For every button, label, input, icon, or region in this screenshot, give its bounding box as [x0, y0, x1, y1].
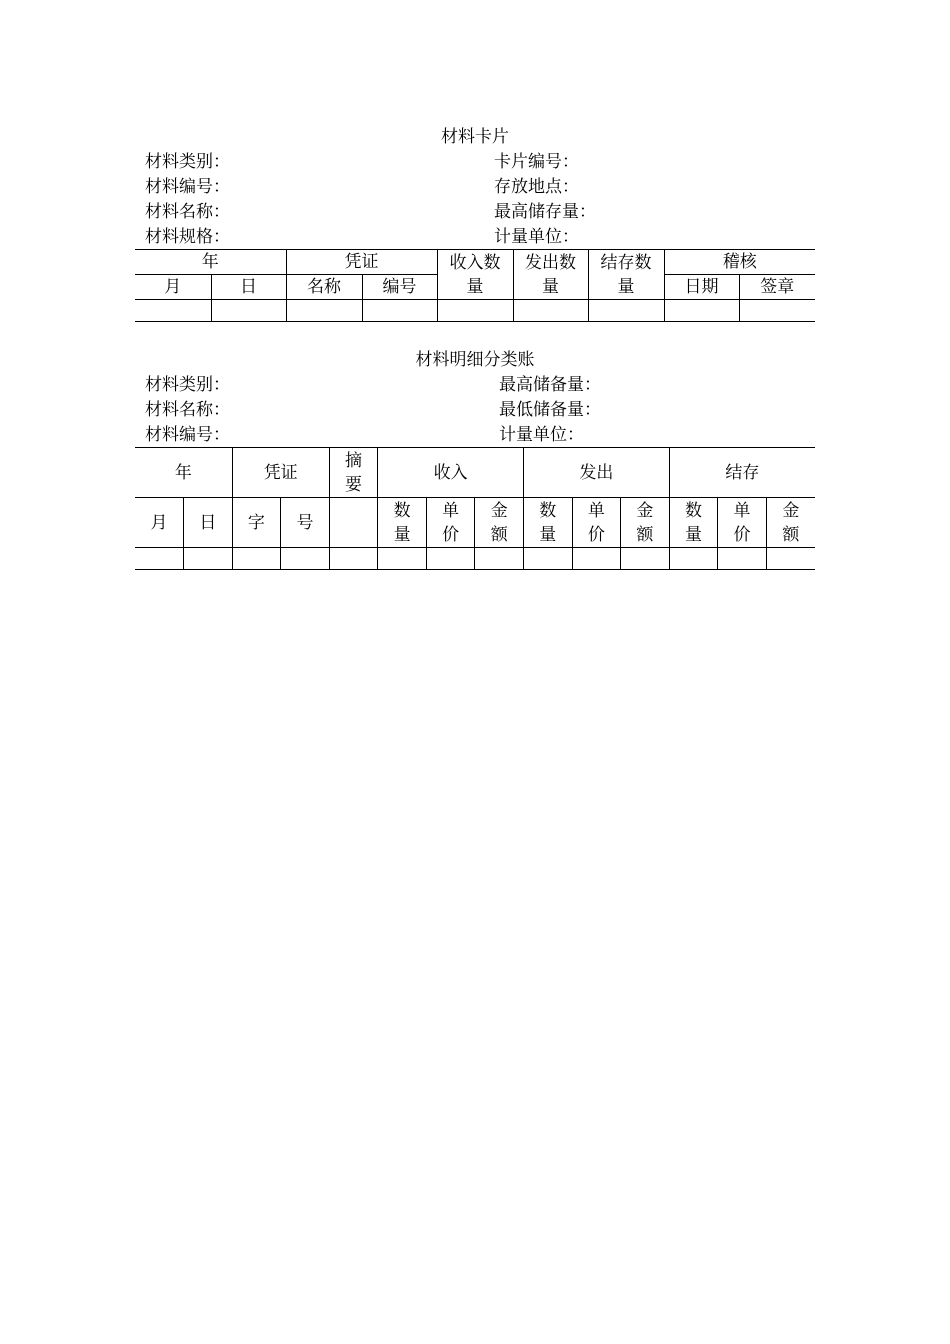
ledger-summary-line1: 摘 — [345, 450, 363, 471]
card-cell — [135, 300, 211, 322]
card-header-issue-qty — [513, 250, 588, 300]
card-field-code: 材料编号： — [145, 177, 230, 197]
card-header-seal: 签章 — [739, 275, 815, 300]
material-card-section — [135, 125, 815, 325]
card-cell — [664, 300, 739, 322]
card-cell — [211, 300, 286, 322]
ledger-issue-price — [572, 498, 621, 548]
card-field-name: 材料名称： — [145, 202, 230, 222]
ledger-header-year: 年 — [135, 448, 232, 498]
amount-line1: 金 — [636, 500, 654, 521]
qty-line1: 数 — [393, 500, 411, 521]
card-header-number: 编号 — [362, 275, 437, 300]
ledger-cell — [378, 548, 427, 570]
amount-line2: 额 — [782, 524, 800, 545]
ledger-cell — [281, 548, 330, 570]
card-field-spec: 材料规格： — [145, 227, 230, 247]
ledger-header-num: 号 — [281, 498, 330, 548]
card-field-category: 材料类别： — [145, 152, 230, 172]
qty-line2: 量 — [684, 524, 702, 545]
ledger-cell — [426, 548, 475, 570]
material-ledger-section — [135, 348, 815, 578]
card-cell — [362, 300, 437, 322]
card-table — [135, 249, 815, 322]
ledger-receipt-amount — [475, 498, 524, 548]
card-header-balance-qty — [588, 250, 664, 300]
ledger-field-name: 材料名称： — [145, 400, 230, 420]
ledger-cell — [669, 548, 718, 570]
card-header-day: 日 — [211, 275, 286, 300]
ledger-cell — [135, 548, 184, 570]
amount-line1: 金 — [490, 500, 508, 521]
ledger-cell — [329, 548, 378, 570]
price-line2: 价 — [442, 524, 460, 545]
price-line1: 单 — [733, 500, 751, 521]
amount-line2: 额 — [636, 524, 654, 545]
card-cell — [588, 300, 664, 322]
card-field-location: 存放地点： — [494, 177, 579, 197]
ledger-header-balance: 结存 — [669, 448, 815, 498]
amount-line2: 额 — [490, 524, 508, 545]
qty-line1: 数 — [539, 500, 557, 521]
ledger-balance-qty — [669, 498, 718, 548]
ledger-balance-price — [718, 498, 767, 548]
card-header-name: 名称 — [286, 275, 362, 300]
ledger-receipt-price — [426, 498, 475, 548]
ledger-cell — [184, 548, 233, 570]
card-cell — [739, 300, 815, 322]
ledger-cell — [475, 548, 524, 570]
ledger-field-unit: 计量单位： — [499, 425, 584, 445]
ledger-cell — [718, 548, 767, 570]
ledger-header-voucher: 凭证 — [232, 448, 329, 498]
amount-line1: 金 — [782, 500, 800, 521]
card-balance-qty-line2: 量 — [617, 276, 635, 297]
price-line1: 单 — [442, 500, 460, 521]
ledger-receipt-qty — [378, 498, 427, 548]
card-field-max-stock: 最高储存量： — [494, 202, 596, 222]
card-field-card-no: 卡片编号： — [494, 152, 579, 172]
card-header-audit: 稽核 — [664, 250, 815, 275]
card-field-unit: 计量单位： — [494, 227, 579, 247]
ledger-issue-qty — [524, 498, 573, 548]
ledger-cell — [572, 548, 621, 570]
ledger-header-char: 字 — [232, 498, 281, 548]
ledger-header-month: 月 — [135, 498, 184, 548]
ledger-header-issue: 发出 — [524, 448, 670, 498]
card-header-date: 日期 — [664, 275, 739, 300]
card-cell — [286, 300, 362, 322]
card-issue-qty-line1: 发出数 — [525, 252, 576, 273]
qty-line2: 量 — [393, 524, 411, 545]
ledger-header-summary — [329, 448, 378, 498]
ledger-field-code: 材料编号： — [145, 425, 230, 445]
ledger-field-category: 材料类别： — [145, 375, 230, 395]
ledger-cell — [621, 548, 670, 570]
card-header-month: 月 — [135, 275, 211, 300]
ledger-header-receipt: 收入 — [378, 448, 524, 498]
ledger-table — [135, 447, 815, 570]
card-cell — [437, 300, 513, 322]
card-receipt-qty-line1: 收入数 — [449, 252, 501, 273]
ledger-balance-amount — [766, 498, 815, 548]
card-receipt-qty-line2: 量 — [466, 276, 484, 297]
ledger-table-row — [135, 548, 815, 570]
ledger-field-max-reserve: 最高储备量： — [499, 375, 601, 395]
card-cell — [513, 300, 588, 322]
ledger-title: 材料明细分类账 — [415, 350, 535, 370]
ledger-summary-line2: 要 — [345, 474, 363, 495]
ledger-header-summary-blank — [329, 498, 378, 548]
card-issue-qty-line2: 量 — [542, 276, 559, 297]
price-line2: 价 — [587, 524, 605, 545]
ledger-cell — [232, 548, 281, 570]
card-header-year: 年 — [135, 250, 286, 275]
card-balance-qty-line1: 结存数 — [600, 252, 652, 273]
card-header-voucher: 凭证 — [286, 250, 437, 275]
ledger-cell — [524, 548, 573, 570]
ledger-header-day: 日 — [184, 498, 233, 548]
price-line1: 单 — [587, 500, 605, 521]
card-table-row — [135, 300, 815, 322]
ledger-cell — [766, 548, 815, 570]
qty-line1: 数 — [684, 500, 702, 521]
qty-line2: 量 — [539, 524, 557, 545]
card-title: 材料卡片 — [441, 127, 509, 147]
price-line2: 价 — [733, 524, 751, 545]
ledger-field-min-reserve: 最低储备量： — [499, 400, 601, 420]
card-header-receipt-qty — [437, 250, 513, 300]
ledger-issue-amount — [621, 498, 670, 548]
